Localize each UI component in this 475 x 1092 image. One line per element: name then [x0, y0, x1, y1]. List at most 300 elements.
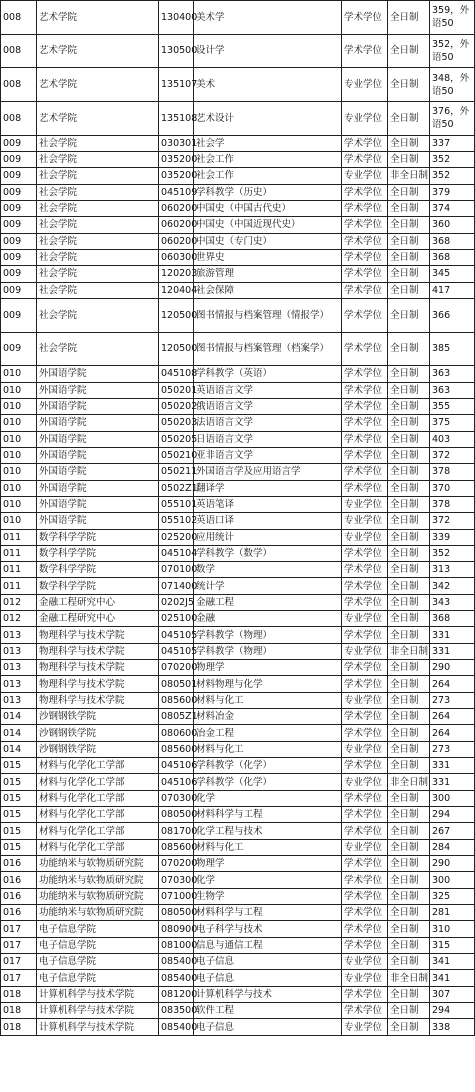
- major-code-cell: 120203: [159, 266, 194, 282]
- table-row: [1, 217, 475, 233]
- major-code-cell: 045105: [159, 627, 194, 643]
- major-code-cell: 055102: [159, 513, 194, 529]
- study-mode-cell: 全日制: [388, 496, 430, 512]
- major-name-cell: 学科教学（物理）: [194, 643, 342, 659]
- major-code-cell: 080600: [159, 725, 194, 741]
- degree-type-cell: 学术学位: [342, 790, 388, 806]
- major-name-cell: 电子信息: [194, 954, 342, 970]
- degree-type-cell: 学术学位: [342, 660, 388, 676]
- department-name-cell: 社会学院: [37, 233, 159, 249]
- study-mode-cell: 全日制: [388, 135, 430, 151]
- major-code-cell: 030301: [159, 135, 194, 151]
- major-name-cell: 物理学: [194, 660, 342, 676]
- major-code-cell: 080900: [159, 921, 194, 937]
- major-name-cell: 材料科学与工程: [194, 807, 342, 823]
- department-code-cell: 013: [1, 676, 37, 692]
- score-line-cell: 385: [430, 332, 475, 366]
- major-code-cell: 085600: [159, 741, 194, 757]
- table-row: [1, 545, 475, 561]
- table-row: [1, 233, 475, 249]
- department-code-cell: 017: [1, 954, 37, 970]
- table-row: [1, 872, 475, 888]
- score-line-cell: 331: [430, 774, 475, 790]
- score-line-cell: 300: [430, 872, 475, 888]
- table-row: [1, 937, 475, 953]
- department-name-cell: 功能纳米与软物质研究院: [37, 872, 159, 888]
- department-code-cell: 010: [1, 415, 37, 431]
- department-name-cell: 数学科学学院: [37, 578, 159, 594]
- major-name-cell: 美术学: [194, 1, 342, 35]
- department-name-cell: 物理科学与技术学院: [37, 676, 159, 692]
- major-code-cell: 025200: [159, 529, 194, 545]
- table-row: [1, 709, 475, 725]
- major-name-cell: 计算机科学与技术: [194, 986, 342, 1002]
- department-name-cell: 外国语学院: [37, 480, 159, 496]
- department-code-cell: 013: [1, 627, 37, 643]
- major-code-cell: 085600: [159, 692, 194, 708]
- department-name-cell: 数学科学学院: [37, 529, 159, 545]
- major-name-cell: 社会工作: [194, 168, 342, 184]
- major-name-cell: 学科教学（物理）: [194, 627, 342, 643]
- major-code-cell: 025100: [159, 611, 194, 627]
- major-code-cell: 0805Z1: [159, 709, 194, 725]
- department-code-cell: 015: [1, 774, 37, 790]
- degree-type-cell: 学术学位: [342, 398, 388, 414]
- table-row: [1, 184, 475, 200]
- study-mode-cell: 全日制: [388, 233, 430, 249]
- department-name-cell: 功能纳米与软物质研究院: [37, 888, 159, 904]
- study-mode-cell: 全日制: [388, 34, 430, 68]
- department-name-cell: 外国语学院: [37, 513, 159, 529]
- table-row: [1, 986, 475, 1002]
- degree-type-cell: 学术学位: [342, 298, 388, 332]
- major-code-cell: 135107: [159, 68, 194, 102]
- major-code-cell: 045104: [159, 545, 194, 561]
- table-row: [1, 513, 475, 529]
- study-mode-cell: 全日制: [388, 513, 430, 529]
- table-row: [1, 888, 475, 904]
- score-line-cell: 338: [430, 1019, 475, 1035]
- department-name-cell: 社会学院: [37, 184, 159, 200]
- department-code-cell: 014: [1, 741, 37, 757]
- degree-type-cell: 专业学位: [342, 692, 388, 708]
- study-mode-cell: 全日制: [388, 954, 430, 970]
- major-code-cell: 085400: [159, 970, 194, 986]
- score-line-cell: 273: [430, 692, 475, 708]
- study-mode-cell: 全日制: [388, 545, 430, 561]
- department-code-cell: 013: [1, 643, 37, 659]
- degree-type-cell: 专业学位: [342, 68, 388, 102]
- department-name-cell: 物理科学与技术学院: [37, 627, 159, 643]
- major-code-cell: 0202J5: [159, 594, 194, 610]
- department-name-cell: 社会学院: [37, 151, 159, 167]
- score-line-cell: 372: [430, 513, 475, 529]
- major-code-cell: 045109: [159, 184, 194, 200]
- table-row: [1, 431, 475, 447]
- score-line-cell: 368: [430, 249, 475, 265]
- department-name-cell: 外国语学院: [37, 496, 159, 512]
- department-code-cell: 018: [1, 1019, 37, 1035]
- score-line-cell: 267: [430, 823, 475, 839]
- major-name-cell: 材料与化工: [194, 839, 342, 855]
- department-name-cell: 数学科学学院: [37, 545, 159, 561]
- department-name-cell: 金融工程研究中心: [37, 594, 159, 610]
- study-mode-cell: 全日制: [388, 627, 430, 643]
- score-line-cell: 290: [430, 856, 475, 872]
- degree-type-cell: 学术学位: [342, 34, 388, 68]
- department-name-cell: 物理科学与技术学院: [37, 643, 159, 659]
- study-mode-cell: 全日制: [388, 692, 430, 708]
- degree-type-cell: 专业学位: [342, 529, 388, 545]
- table-row: [1, 856, 475, 872]
- degree-type-cell: 学术学位: [342, 758, 388, 774]
- table-row: [1, 692, 475, 708]
- score-line-cell: 264: [430, 676, 475, 692]
- table-row: [1, 415, 475, 431]
- score-line-cell: 313: [430, 562, 475, 578]
- major-code-cell: 035200: [159, 151, 194, 167]
- department-code-cell: 008: [1, 34, 37, 68]
- degree-type-cell: 学术学位: [342, 986, 388, 1002]
- department-name-cell: 材料与化学化工学部: [37, 823, 159, 839]
- department-code-cell: 009: [1, 298, 37, 332]
- score-line-cell: 366: [430, 298, 475, 332]
- degree-type-cell: 学术学位: [342, 480, 388, 496]
- degree-type-cell: 学术学位: [342, 807, 388, 823]
- table-row: [1, 266, 475, 282]
- department-name-cell: 物理科学与技术学院: [37, 692, 159, 708]
- table-row: [1, 135, 475, 151]
- major-code-cell: 050211: [159, 464, 194, 480]
- table-row: [1, 398, 475, 414]
- score-line-cell: 376，外语50: [430, 101, 475, 135]
- department-name-cell: 社会学院: [37, 168, 159, 184]
- degree-type-cell: 学术学位: [342, 431, 388, 447]
- department-name-cell: 社会学院: [37, 200, 159, 216]
- score-line-cell: 281: [430, 905, 475, 921]
- department-code-cell: 017: [1, 970, 37, 986]
- major-name-cell: 材料科学与工程: [194, 905, 342, 921]
- department-name-cell: 计算机科学与技术学院: [37, 1019, 159, 1035]
- major-code-cell: 080500: [159, 905, 194, 921]
- major-code-cell: 071000: [159, 888, 194, 904]
- major-name-cell: 数学: [194, 562, 342, 578]
- score-line-cell: 264: [430, 709, 475, 725]
- score-line-cell: 370: [430, 480, 475, 496]
- table-row: [1, 68, 475, 102]
- degree-type-cell: 专业学位: [342, 101, 388, 135]
- major-code-cell: 0502Z1: [159, 480, 194, 496]
- department-name-cell: 社会学院: [37, 217, 159, 233]
- major-code-cell: 060200: [159, 233, 194, 249]
- study-mode-cell: 全日制: [388, 611, 430, 627]
- table-row: [1, 578, 475, 594]
- degree-type-cell: 学术学位: [342, 1003, 388, 1019]
- study-mode-cell: 全日制: [388, 1019, 430, 1035]
- score-line-cell: 264: [430, 725, 475, 741]
- department-name-cell: 沙钢钢铁学院: [37, 741, 159, 757]
- table-row: [1, 529, 475, 545]
- major-name-cell: 信息与通信工程: [194, 937, 342, 953]
- degree-type-cell: 学术学位: [342, 447, 388, 463]
- major-code-cell: 045105: [159, 643, 194, 659]
- major-name-cell: 学科教学（历史）: [194, 184, 342, 200]
- department-code-cell: 011: [1, 529, 37, 545]
- department-code-cell: 015: [1, 839, 37, 855]
- major-code-cell: 081200: [159, 986, 194, 1002]
- degree-type-cell: 学术学位: [342, 676, 388, 692]
- score-line-cell: 352，外语50: [430, 34, 475, 68]
- degree-type-cell: 学术学位: [342, 233, 388, 249]
- table-row: [1, 741, 475, 757]
- score-line-cell: 374: [430, 200, 475, 216]
- degree-type-cell: 学术学位: [342, 921, 388, 937]
- major-name-cell: 英语语言文学: [194, 382, 342, 398]
- department-code-cell: 010: [1, 366, 37, 382]
- department-code-cell: 008: [1, 68, 37, 102]
- degree-type-cell: 学术学位: [342, 594, 388, 610]
- degree-type-cell: 专业学位: [342, 970, 388, 986]
- degree-type-cell: 学术学位: [342, 464, 388, 480]
- score-line-cell: 284: [430, 839, 475, 855]
- study-mode-cell: 全日制: [388, 464, 430, 480]
- department-name-cell: 计算机科学与技术学院: [37, 1003, 159, 1019]
- score-line-cell: 352: [430, 168, 475, 184]
- score-line-cell: 368: [430, 233, 475, 249]
- department-code-cell: 015: [1, 823, 37, 839]
- study-mode-cell: 非全日制: [388, 643, 430, 659]
- department-name-cell: 电子信息学院: [37, 921, 159, 937]
- score-line-cell: 352: [430, 151, 475, 167]
- major-code-cell: 081000: [159, 937, 194, 953]
- table-row: [1, 34, 475, 68]
- study-mode-cell: 全日制: [388, 856, 430, 872]
- department-code-cell: 009: [1, 282, 37, 298]
- major-code-cell: 070200: [159, 856, 194, 872]
- department-code-cell: 014: [1, 709, 37, 725]
- major-code-cell: 070200: [159, 660, 194, 676]
- department-code-cell: 017: [1, 921, 37, 937]
- department-code-cell: 015: [1, 790, 37, 806]
- study-mode-cell: 全日制: [388, 249, 430, 265]
- study-mode-cell: 全日制: [388, 594, 430, 610]
- table-row: [1, 905, 475, 921]
- department-name-cell: 艺术学院: [37, 34, 159, 68]
- table-row: [1, 954, 475, 970]
- major-name-cell: 艺术设计: [194, 101, 342, 135]
- major-name-cell: 学科教学（英语）: [194, 366, 342, 382]
- table-row: [1, 168, 475, 184]
- study-mode-cell: 全日制: [388, 480, 430, 496]
- study-mode-cell: 全日制: [388, 282, 430, 298]
- table-row: [1, 921, 475, 937]
- degree-type-cell: 专业学位: [342, 954, 388, 970]
- score-line-cell: 331: [430, 758, 475, 774]
- degree-type-cell: 学术学位: [342, 332, 388, 366]
- major-name-cell: 金融工程: [194, 594, 342, 610]
- table-row: [1, 774, 475, 790]
- score-line-cell: 307: [430, 986, 475, 1002]
- department-code-cell: 009: [1, 217, 37, 233]
- major-code-cell: 050202: [159, 398, 194, 414]
- major-code-cell: 071400: [159, 578, 194, 594]
- major-name-cell: 生物学: [194, 888, 342, 904]
- score-line-cell: 339: [430, 529, 475, 545]
- major-name-cell: 亚非语言文学: [194, 447, 342, 463]
- study-mode-cell: 全日制: [388, 447, 430, 463]
- score-line-cell: 290: [430, 660, 475, 676]
- table-row: [1, 970, 475, 986]
- major-code-cell: 085600: [159, 839, 194, 855]
- study-mode-cell: 全日制: [388, 921, 430, 937]
- score-line-cell: 348，外语50: [430, 68, 475, 102]
- department-name-cell: 材料与化学化工学部: [37, 807, 159, 823]
- major-name-cell: 中国史（专门史）: [194, 233, 342, 249]
- major-code-cell: 130400: [159, 1, 194, 35]
- score-line-cell: 310: [430, 921, 475, 937]
- score-line-cell: 342: [430, 578, 475, 594]
- study-mode-cell: 全日制: [388, 937, 430, 953]
- department-code-cell: 017: [1, 937, 37, 953]
- score-line-cell: 355: [430, 398, 475, 414]
- score-line-cell: 294: [430, 807, 475, 823]
- score-line-cell: 375: [430, 415, 475, 431]
- department-code-cell: 008: [1, 101, 37, 135]
- table-row: [1, 839, 475, 855]
- table-row: [1, 562, 475, 578]
- degree-type-cell: 学术学位: [342, 266, 388, 282]
- table-row: [1, 758, 475, 774]
- major-code-cell: 045106: [159, 758, 194, 774]
- table-row: [1, 200, 475, 216]
- major-name-cell: 社会工作: [194, 151, 342, 167]
- table-row: [1, 496, 475, 512]
- study-mode-cell: 全日制: [388, 431, 430, 447]
- major-name-cell: 世界史: [194, 249, 342, 265]
- department-code-cell: 015: [1, 807, 37, 823]
- major-name-cell: 美术: [194, 68, 342, 102]
- study-mode-cell: 全日制: [388, 660, 430, 676]
- department-name-cell: 社会学院: [37, 298, 159, 332]
- major-name-cell: 学科教学（化学）: [194, 758, 342, 774]
- department-code-cell: 009: [1, 233, 37, 249]
- score-line-cell: 345: [430, 266, 475, 282]
- score-line-cell: 378: [430, 496, 475, 512]
- department-code-cell: 009: [1, 249, 37, 265]
- table-row: [1, 627, 475, 643]
- degree-type-cell: 学术学位: [342, 888, 388, 904]
- major-name-cell: 化学: [194, 872, 342, 888]
- degree-type-cell: 学术学位: [342, 562, 388, 578]
- department-name-cell: 社会学院: [37, 135, 159, 151]
- department-name-cell: 金融工程研究中心: [37, 611, 159, 627]
- degree-type-cell: 学术学位: [342, 249, 388, 265]
- score-line-cell: 337: [430, 135, 475, 151]
- table-row: [1, 594, 475, 610]
- department-code-cell: 013: [1, 660, 37, 676]
- study-mode-cell: 全日制: [388, 68, 430, 102]
- table-row: [1, 676, 475, 692]
- degree-type-cell: 学术学位: [342, 135, 388, 151]
- department-code-cell: 011: [1, 562, 37, 578]
- department-code-cell: 009: [1, 184, 37, 200]
- major-code-cell: 035200: [159, 168, 194, 184]
- major-name-cell: 冶金工程: [194, 725, 342, 741]
- department-code-cell: 010: [1, 398, 37, 414]
- study-mode-cell: 全日制: [388, 415, 430, 431]
- score-line-cell: 331: [430, 627, 475, 643]
- department-code-cell: 018: [1, 1003, 37, 1019]
- degree-type-cell: 学术学位: [342, 627, 388, 643]
- score-line-cell: 315: [430, 937, 475, 953]
- department-code-cell: 008: [1, 1, 37, 35]
- table-row: [1, 249, 475, 265]
- department-name-cell: 外国语学院: [37, 398, 159, 414]
- department-code-cell: 010: [1, 496, 37, 512]
- department-name-cell: 沙钢钢铁学院: [37, 725, 159, 741]
- study-mode-cell: 全日制: [388, 382, 430, 398]
- major-name-cell: 材料与化工: [194, 741, 342, 757]
- degree-type-cell: 专业学位: [342, 611, 388, 627]
- major-code-cell: 120500: [159, 332, 194, 366]
- major-code-cell: 055101: [159, 496, 194, 512]
- department-code-cell: 009: [1, 151, 37, 167]
- table-row: [1, 790, 475, 806]
- table-row: [1, 643, 475, 659]
- major-name-cell: 材料与化工: [194, 692, 342, 708]
- degree-type-cell: 学术学位: [342, 366, 388, 382]
- score-line-cell: 417: [430, 282, 475, 298]
- degree-type-cell: 学术学位: [342, 725, 388, 741]
- department-code-cell: 010: [1, 382, 37, 398]
- department-name-cell: 艺术学院: [37, 1, 159, 35]
- major-name-cell: 电子科学与技术: [194, 921, 342, 937]
- department-name-cell: 外国语学院: [37, 464, 159, 480]
- degree-type-cell: 专业学位: [342, 1019, 388, 1035]
- table-row: [1, 298, 475, 332]
- major-code-cell: 080500: [159, 807, 194, 823]
- department-code-cell: 011: [1, 578, 37, 594]
- degree-type-cell: 专业学位: [342, 643, 388, 659]
- table-row: [1, 282, 475, 298]
- major-name-cell: 电子信息: [194, 970, 342, 986]
- department-name-cell: 电子信息学院: [37, 970, 159, 986]
- major-name-cell: 设计学: [194, 34, 342, 68]
- study-mode-cell: 全日制: [388, 101, 430, 135]
- study-mode-cell: 全日制: [388, 676, 430, 692]
- study-mode-cell: 全日制: [388, 1, 430, 35]
- table-row: [1, 101, 475, 135]
- table-row: [1, 1019, 475, 1035]
- degree-type-cell: 学术学位: [342, 709, 388, 725]
- study-mode-cell: 全日制: [388, 741, 430, 757]
- major-code-cell: 085400: [159, 954, 194, 970]
- major-name-cell: 材料冶金: [194, 709, 342, 725]
- score-line-cell: 352: [430, 545, 475, 561]
- department-code-cell: 009: [1, 332, 37, 366]
- major-name-cell: 软件工程: [194, 1003, 342, 1019]
- study-mode-cell: 全日制: [388, 398, 430, 414]
- table-row: [1, 823, 475, 839]
- degree-type-cell: 学术学位: [342, 545, 388, 561]
- major-code-cell: 083500: [159, 1003, 194, 1019]
- major-code-cell: 080501: [159, 676, 194, 692]
- major-name-cell: 图书情报与档案管理（档案学）: [194, 332, 342, 366]
- study-mode-cell: 全日制: [388, 184, 430, 200]
- department-code-cell: 016: [1, 888, 37, 904]
- department-code-cell: 018: [1, 986, 37, 1002]
- degree-type-cell: 学术学位: [342, 282, 388, 298]
